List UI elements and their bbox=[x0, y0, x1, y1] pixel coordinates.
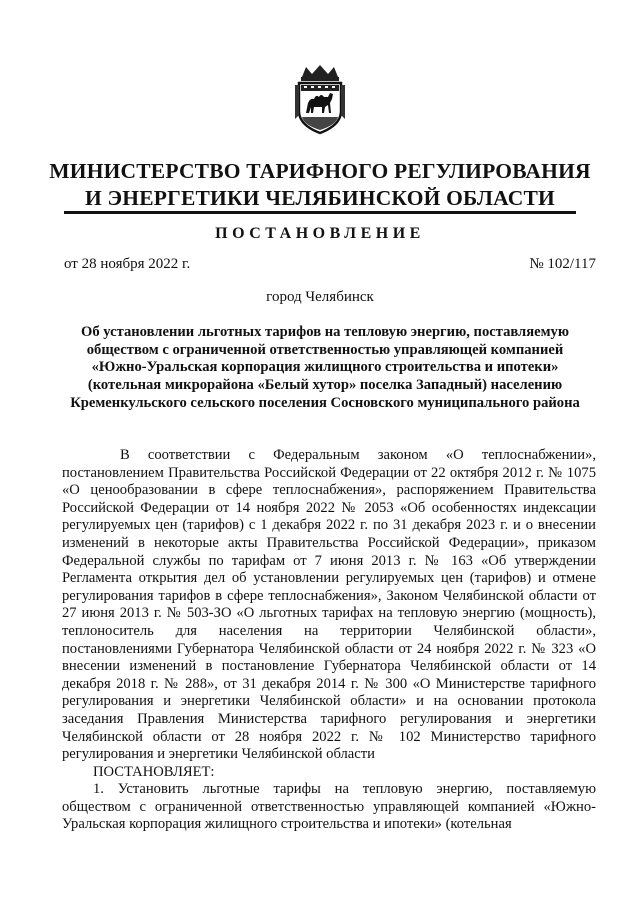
document-date: от 28 ноября 2022 г. bbox=[64, 256, 191, 272]
header-divider bbox=[64, 211, 576, 214]
document-city: город Челябинск bbox=[266, 289, 374, 305]
chelyabinsk-coat-of-arms-icon bbox=[292, 63, 348, 135]
document-number: № 102/117 bbox=[529, 256, 596, 272]
document-type: ПОСТАНОВЛЕНИЕ bbox=[215, 225, 425, 242]
ministry-title bbox=[40, 158, 600, 212]
document-body bbox=[62, 447, 596, 834]
ministry-title-line2: И ЭНЕРГЕТИКИ ЧЕЛЯБИНСКОЙ ОБЛАСТИ bbox=[85, 186, 555, 210]
document-subject: Об установлении льготных тарифов на тепловую энергию, поставляемую обществом с ограниченной ответственностью управляющей компанией «Южно-Уральская корпорация жилищного строительства и ипотеки» (котельная микрорайона «Белый хутор» поселка Западный) населению Кременкульского сельского поселения Сосновского муниципального района bbox=[70, 324, 580, 411]
clause-1: 1. Установить льготные тарифы на тепловую энергию, поставляемую обществом с ограниченной ответственностью управляющей компанией «Южно-Уральская корпорация жилищного строительства и ипотеки» (котельная bbox=[62, 781, 596, 833]
preamble-paragraph: В соответствии с Федеральным законом «О теплоснабжении», постановлением Правительства Российской Федерации от 22 октября 2012 г. № 1075 «О ценообразовании в сфере теплоснабжения», распоряжением Правительства Российской Федерации от 14 ноября 2022 № 2053 «Об особенностях индексации регулируемых цен (тарифов) с 1 декабря 2022 г. по 31 декабря 2023 г. и о внесении изменений в некоторые акты Правительства Российской Федерации», приказом Федеральной службы по тарифам от 7 июня 2013 г. № 163 «Об утверждении Регламента открытия дел об установлении регулируемых цен (тарифов) и отмене регулирования тарифов в сфере теплоснабжения», Законом Челябинской области от 27 июня 2013 г. № 503-ЗО «О льготных тарифах на тепловую энергию (мощность), теплоноситель для населения на территории Челябинской области», постановлениями Губернатора Челябинской области от 24 ноября 2022 г. № 323 «О внесении изменений в постановление Губернатора Челябинской области от 14 декабря 2018 г. № 288», от 31 декабря 2014 г. № 300 «О Министерстве тарифного регулирования и энергетики Челябинской области» и на основании протокола заседания Правления Министерства тарифного регулирования и энергетики Челябинской области от 28 ноября 2022 г. № 102 Министерство тарифного регулирования и энергетики Челябинской области bbox=[62, 447, 596, 763]
resolves-heading: ПОСТАНОВЛЯЕТ: bbox=[93, 763, 215, 780]
ministry-title-line1: МИНИСТЕРСТВО ТАРИФНОГО РЕГУЛИРОВАНИЯ bbox=[49, 159, 591, 183]
